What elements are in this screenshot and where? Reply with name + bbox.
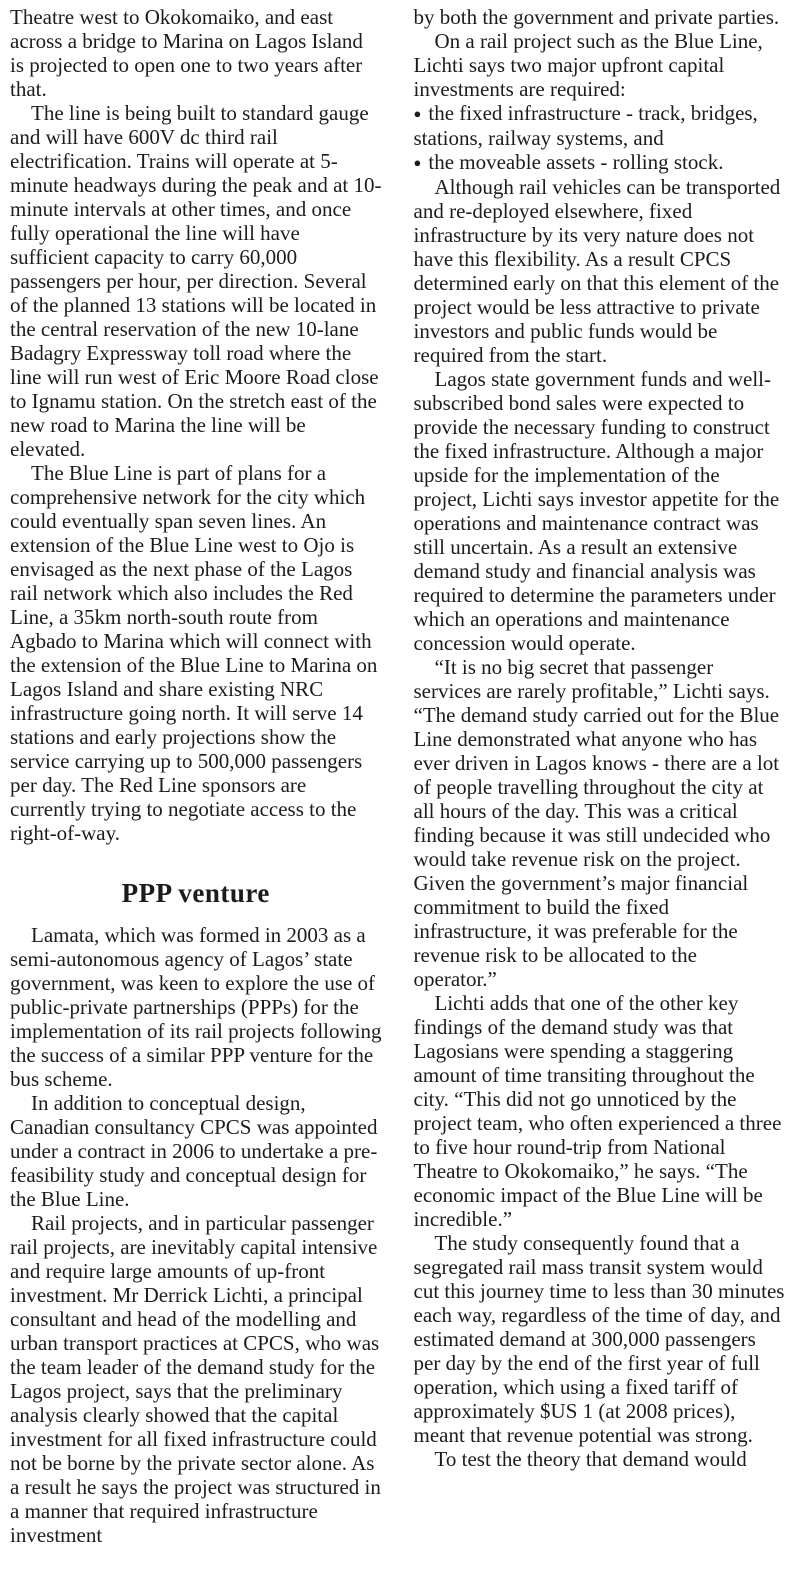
paragraph: “It is no big secret that passenger services are rarely profitable,” Lichti says. “The demand study carried out for the Blue Line demonstrated what anyone who has ever driven in Lagos knows - there are a lot of people travelling throughout the city at all hours of the day. This was a critical finding because it was still undecided who would take revenue risk on the project. Given the government’s major financial commitment to build the fixed infrastructure, it was preferable for the revenue risk to be allocated to the operator.” — [413, 655, 780, 991]
paragraph: On a rail project such as the Blue Line, Lichti says two major upfront capital investments are required: — [413, 29, 763, 101]
bullet-icon: ● — [413, 155, 422, 170]
bullet-icon: ● — [413, 106, 422, 121]
paragraph: The line is being built to standard gauge and will have 600V dc third rail electrification. Trains will operate at 5-minute headways during the peak and at 10-minute intervals at other times, and once fully operational the line will have sufficient capacity to carry 60,000 passengers per hour, per direction. Several of the planned 13 stations will be located in the central reservation of the new 10-lane Badagry Expressway toll road where the line will run west of Eric Moore Road close to Ignamu station. On the stretch east of the new road to Marina the line will be elevated. — [10, 101, 382, 461]
paragraph: The study consequently found that a segregated rail mass transit system would cut this journey time to less than 30 minutes each way, regardless of the time of day, and estimated demand at 300,000 passengers per day by the end of the first year of full operation, which using a fixed tariff of approximately $US 1 (at 2008 prices), meant that revenue potential was strong. — [413, 1231, 785, 1447]
paragraph: Although rail vehicles can be transported and re-deployed elsewhere, fixed infrastructure by its very nature does not have this flexibility. As a result CPCS determined early on that this element of the project would be less attractive to private investors and public funds would be required from the start. — [413, 175, 781, 367]
paragraph: Lichti adds that one of the other key findings of the demand study was that Lagosians were spending a staggering amount of time transiting throughout the city. “This did not go unnoticed by the project team, who often experienced a three to five hour round-trip from National Theatre to Okokomaiko,” he says. “The economic impact of the Blue Line will be incredible.” — [413, 991, 782, 1231]
bullet-item — [414, 101, 786, 150]
paragraph: The Blue Line is part of plans for a comprehensive network for the city which could eventually span seven lines. An extension of the Blue Line west to Ojo is envisaged as the next phase of the Lagos rail network which also includes the Red Line, a 35km north-south route from Agbado to Marina which will connect with the extension of the Blue Line to Marina on Lagos Island and share existing NRC infrastructure going north. It will serve 14 stations and early projections show the service carrying up to 500,000 passengers per day. The Red Line sponsors are currently trying to negotiate access to the right-of-way. — [10, 461, 378, 845]
bullet-text: the fixed infrastructure - track, bridges, stations, railway systems, and — [413, 101, 758, 150]
article-right-column — [414, 5, 786, 1595]
bullet-text: the moveable assets - rolling stock. — [428, 150, 724, 174]
paragraph: Theatre west to Okokomaiko, and east across a bridge to Marina on Lagos Island is projected to open one to two years after that. — [10, 5, 363, 101]
paragraph: In addition to conceptual design, Canadian consultancy CPCS was appointed under a contract in 2006 to undertake a pre-feasibility study and conceptual design for the Blue Line. — [10, 1091, 378, 1211]
article-left-column — [10, 5, 382, 1595]
paragraph: by both the government and private parties. — [413, 5, 780, 29]
paragraph: Rail projects, and in particular passenger rail projects, are inevitably capital intensive and require large amounts of up-front investment. Mr Derrick Lichti, a principal consultant and head of the modelling and urban transport practices at CPCS, who was the team leader of the demand study for the Lagos project, says that the preliminary analysis clearly showed that the capital investment for all fixed infrastructure could not be borne by the private sector alone. As a result he says the project was structured in a manner that required infrastructure investment — [10, 1211, 381, 1547]
section-heading: PPP venture — [121, 878, 270, 908]
bullet-item — [414, 150, 786, 175]
paragraph: To test the theory that demand would — [434, 1447, 747, 1471]
paragraph: Lagos state government funds and well-subscribed bond sales were expected to provide the necessary funding to construct the fixed infrastructure. Although a major upside for the implementation of the project, Lichti says investor appetite for the operations and maintenance contract was still uncertain. As a result an extensive demand study and financial analysis was required to determine the parameters under which an operations and maintenance concession would operate. — [413, 367, 780, 655]
paragraph: Lamata, which was formed in 2003 as a semi-autonomous agency of Lagos’ state government, was keen to explore the use of public-private partnerships (PPPs) for the implementation of its rail projects following the success of a similar PPP venture for the bus scheme. — [10, 923, 382, 1091]
